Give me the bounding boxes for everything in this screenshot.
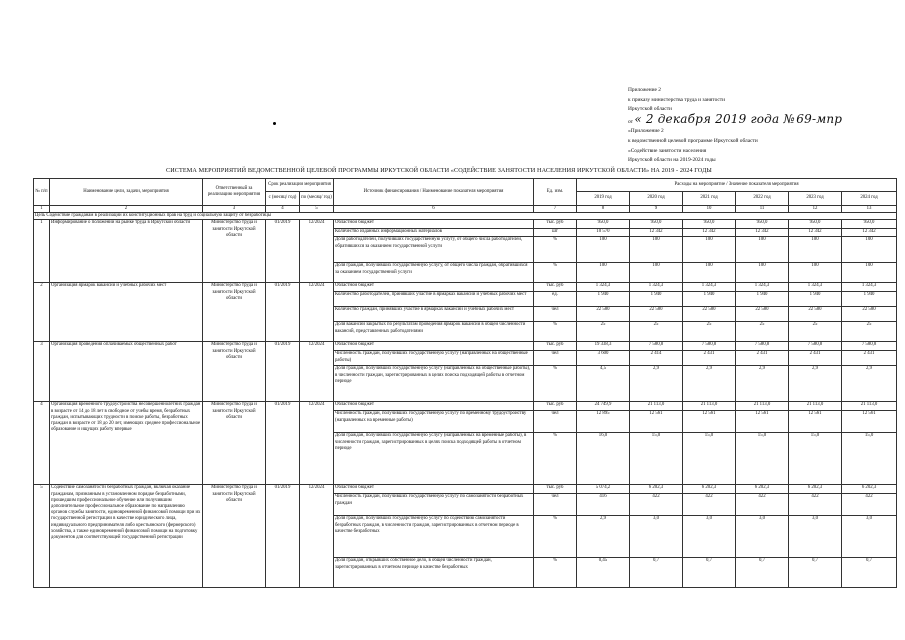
unit: ед.	[534, 292, 577, 307]
year-value: 2,9	[789, 366, 842, 402]
year-value: 422	[789, 494, 842, 516]
indicator-label: Численность граждан, получивших государственную услугу по временному трудоустройству (направленных на временные работы)	[334, 411, 534, 433]
year-value: 950,0	[789, 220, 842, 229]
measures-table	[33, 178, 897, 588]
year-value: 22 580	[683, 307, 736, 322]
year-value: 2,9	[630, 366, 683, 402]
year-value: 2 431	[842, 351, 897, 366]
year-value: 12 561	[736, 411, 789, 433]
year-value: 25	[789, 322, 842, 342]
date-prefix: от	[628, 118, 633, 125]
year-value: 12 561	[630, 411, 683, 433]
header-name: Наименование цели, задачи, мероприятия	[50, 179, 203, 206]
year-value: 12 561	[842, 411, 897, 433]
year-value: 15,0	[789, 433, 842, 485]
unit: чел	[534, 411, 577, 433]
period-to: 12/2024	[300, 283, 334, 342]
header-source: Источник финансирования / Наименование показателя мероприятия	[334, 179, 534, 206]
year-value: 6 202,3	[736, 485, 789, 494]
column-number: 10	[683, 206, 736, 213]
year-value: 12 342	[630, 229, 683, 237]
unit: тыс. руб	[534, 342, 577, 351]
column-number: 11	[736, 206, 789, 213]
measure-name: Информирование о положении на рынке труда в Иркутской области	[50, 220, 203, 283]
year-value: 10 570	[577, 229, 630, 237]
year-value: 100	[683, 237, 736, 263]
header-year: 2019 год	[577, 192, 630, 206]
period-to: 12/2024	[300, 402, 334, 485]
year-value: 100	[736, 237, 789, 263]
header-to: по (месяц/ год)	[300, 192, 334, 206]
measure-name: Организация ярмарок вакансий и учебных рабочих мест	[50, 283, 203, 342]
period-from: 01/2019	[266, 342, 300, 402]
column-number: 1	[34, 206, 50, 213]
period-to: 12/2024	[300, 485, 334, 588]
year-value: 2,9	[842, 366, 897, 402]
year-value: 22 580	[789, 307, 842, 322]
year-value: 21 113,0	[789, 402, 842, 411]
year-value: 22 580	[630, 307, 683, 322]
year-value: 15,0	[842, 433, 897, 485]
table-row	[34, 283, 897, 292]
indicator-label: Численность граждан, получивших государственную услугу по самозанятости безработных граждан	[334, 494, 534, 516]
handwritten-number: 69-мпр	[796, 111, 843, 126]
unit: тыс. руб	[534, 402, 577, 411]
column-number: 3	[203, 206, 266, 213]
header-from: с (месяц/ год)	[266, 192, 300, 206]
year-value: 3,0	[842, 516, 897, 558]
indicator-label: Доля граждан, получивших государственную услугу по содействию самозанятости безработных граждан, в численности граждан, зарегистрированных в отчетном периоде в качестве безработных	[334, 516, 534, 558]
responsible: Министерство труда и занятости Иркутской области	[203, 485, 266, 588]
header-resp: Ответственный за реализацию мероприятия	[203, 179, 266, 206]
scan-speck	[273, 122, 276, 125]
year-value: 4,5	[577, 366, 630, 402]
year-value: 100	[842, 263, 897, 283]
period-to: 12/2024	[300, 342, 334, 402]
year-value: 12 342	[789, 229, 842, 237]
indicator-label: Количество граждан, принявших участие в ярмарках вакансий и учебных рабочих мест	[334, 307, 534, 322]
year-value: 22 580	[736, 307, 789, 322]
year-value: 3,0	[789, 516, 842, 558]
column-number: 7	[534, 206, 577, 213]
appendix-line: «Содействие занятости населения	[628, 147, 707, 154]
year-value: 21 113,0	[630, 402, 683, 411]
year-value: 950,0	[683, 220, 736, 229]
year-value: 100	[789, 263, 842, 283]
year-value: 7 580,8	[842, 342, 897, 351]
year-value: 100	[736, 263, 789, 283]
column-number: 9	[630, 206, 683, 213]
year-value: 100	[577, 237, 630, 263]
year-value: 6 202,3	[842, 485, 897, 494]
responsible: Министерство труда и занятости Иркутской области	[203, 402, 266, 485]
unit: %	[534, 516, 577, 558]
indicator-label: Областной бюджет	[334, 283, 534, 292]
year-value: 1 940	[630, 292, 683, 307]
year-value: 7 580,8	[630, 342, 683, 351]
measure-name: Организация временного трудоустройства несовершеннолетних граждан в возрасте от 14 до 18 лет в свободное от учебы время, безработных граждан, испытывающих трудности в поиске работы, безработных граждан в возрасте от 18 до 20 лет, имеющих среднее профессиональное образование и ищущих работу впервые	[50, 402, 203, 485]
unit: %	[534, 558, 577, 588]
table-row	[34, 485, 897, 494]
appendix-line: к ведомственной целевой программе Иркутской области	[628, 137, 758, 144]
row-number: 3	[34, 342, 50, 402]
column-number: 12	[789, 206, 842, 213]
header-period: Срок реализации мероприятия	[266, 179, 334, 192]
year-value: 5 074,2	[577, 485, 630, 494]
row-number: 4	[34, 402, 50, 485]
header-year: 2022 год	[736, 192, 789, 206]
year-value: 12 342	[736, 229, 789, 237]
year-value: 6 202,3	[789, 485, 842, 494]
responsible: Министерство труда и занятости Иркутской области	[203, 342, 266, 402]
year-value: 25	[683, 322, 736, 342]
year-value: 0,7	[789, 558, 842, 588]
year-value: 950,0	[577, 220, 630, 229]
header-year: 2024 год	[842, 192, 897, 206]
indicator-label: Количество работодателей, принявших участие в ярмарках вакансий и учебных рабочих мест	[334, 292, 534, 307]
indicator-label: Областной бюджет	[334, 485, 534, 494]
unit: %	[534, 237, 577, 263]
year-value: 422	[736, 494, 789, 516]
year-value: 3 600	[577, 351, 630, 366]
year-value: 12 342	[842, 229, 897, 237]
year-value: 2 431	[789, 351, 842, 366]
year-value: 21 113,0	[683, 402, 736, 411]
year-value: 21 113,0	[736, 402, 789, 411]
year-value: 7 580,8	[789, 342, 842, 351]
year-value: 950,0	[842, 220, 897, 229]
year-value: 19 338,3	[577, 342, 630, 351]
measure-name: Организация проведения оплачиваемых общественных работ	[50, 342, 203, 402]
indicator-label: Областной бюджет	[334, 220, 534, 229]
indicator-label: Количество изданных информационных материалов	[334, 229, 534, 237]
unit: тыс. руб	[534, 283, 577, 292]
year-value: 0,7	[630, 558, 683, 588]
year-value: 12 342	[683, 229, 736, 237]
indicator-label: Доля граждан, получивших государственную услугу, от общего числа граждан, обратившихся за оказанием государственной услуги	[334, 263, 534, 283]
year-value: 7 580,8	[683, 342, 736, 351]
handwritten-date: « 2 декабря 2019 года №	[634, 111, 795, 126]
measure-name: Содействие самозанятости безработных граждан, включая оказание гражданам, признанным в установленном порядке безработными, прошедшим профессиональное обучение или получившим дополнительное профессиональное образование по направлению органов службы занятости, единовременной финансовой помощи при их государственной регистрации в качестве юридического лица, индивидуального предпринимателя либо крестьянского (фермерского) хозяйства, а также единовременной финансовой помощи на подготовку документов для соответствующей государственной регистрации	[50, 485, 203, 588]
header-num: № п/п	[34, 179, 50, 206]
year-value: 12 561	[683, 411, 736, 433]
unit: чел	[534, 351, 577, 366]
goal-row: Цель Содействие гражданам в реализации их конституционных прав на труд и социальную защиту от безработицы	[34, 213, 897, 220]
year-value: 1 324,3	[577, 283, 630, 292]
unit: тыс. руб	[534, 485, 577, 494]
year-value: 1 324,3	[842, 283, 897, 292]
year-value: 15,0	[630, 433, 683, 485]
year-value: 16,0	[577, 433, 630, 485]
year-value: 3,0	[683, 516, 736, 558]
year-value: 3,0	[630, 516, 683, 558]
year-value: 100	[683, 263, 736, 283]
period-from: 01/2019	[266, 220, 300, 283]
year-value: 422	[842, 494, 897, 516]
table-row	[34, 342, 897, 351]
year-value: 1 940	[736, 292, 789, 307]
unit: тыс. руб	[534, 220, 577, 229]
year-value: 12 561	[789, 411, 842, 433]
year-value: 15,0	[736, 433, 789, 485]
year-value: 22 580	[577, 307, 630, 322]
year-value: 7 580,8	[736, 342, 789, 351]
year-value: 1 324,3	[683, 283, 736, 292]
year-value: 0,45	[577, 558, 630, 588]
unit: чел	[534, 307, 577, 322]
year-value: 6 202,3	[630, 485, 683, 494]
period-from: 01/2019	[266, 485, 300, 588]
period-to: 12/2024	[300, 220, 334, 283]
year-value: 2 431	[736, 351, 789, 366]
indicator-label: Доля вакансий закрытых по результатам проведения ярмарок вакансий в общей численности вакансий, представленных работодателями	[334, 322, 534, 342]
appendix-line: Приложение 2	[628, 87, 661, 93]
unit: %	[534, 263, 577, 283]
unit: %	[534, 322, 577, 342]
header-year: 2023 год	[789, 192, 842, 206]
year-value: 2 414	[630, 351, 683, 366]
column-number: 13	[842, 206, 897, 213]
indicator-label: Доля граждан, получивших государственную услугу (направленных на временные работы), в численности граждан, зарегистрированных в целях поиска подходящей работы в отчетном периоде	[334, 433, 534, 485]
appendix-line: Иркутской области на 2019-2024 годы	[628, 157, 716, 164]
year-value: 950,0	[736, 220, 789, 229]
year-value: 25	[736, 322, 789, 342]
year-value: 1 324,3	[736, 283, 789, 292]
year-value: 1 940	[683, 292, 736, 307]
year-value: 1 324,3	[789, 283, 842, 292]
responsible: Министерство труда и занятости Иркутской области	[203, 283, 266, 342]
header-year: 2020 год	[630, 192, 683, 206]
column-number: 6	[334, 206, 534, 213]
year-value: 950,0	[630, 220, 683, 229]
header-years-group: Расходы на мероприятие / Значение показателя мероприятия	[577, 179, 897, 192]
year-value: 25	[630, 322, 683, 342]
year-value: 0,7	[683, 558, 736, 588]
table-row	[34, 220, 897, 229]
column-number: 8	[577, 206, 630, 213]
indicator-label: Областной бюджет	[334, 402, 534, 411]
year-value: 12 895	[577, 411, 630, 433]
year-value: 100	[842, 237, 897, 263]
year-value: 2 431	[683, 351, 736, 366]
indicator-label: Доля граждан, получивших государственную услугу (направленных на общественные работы), в численности граждан, зарегистрированных в целях поиска подходящей работы в отчетном периоде	[334, 366, 534, 402]
column-number: 4	[266, 206, 300, 213]
appendix-line: к приказу министерства труда и занятости	[628, 96, 726, 103]
appendix-header	[628, 86, 898, 166]
period-from: 01/2019	[266, 402, 300, 485]
appendix-line: Иркутской области	[628, 106, 672, 113]
year-value: 1 940	[577, 292, 630, 307]
indicator-label: Доля граждан, открывших собственное дело, в общей численности граждан, зарегистрированных в отчетном периоде в качестве безработных	[334, 558, 534, 588]
period-from: 01/2019	[266, 283, 300, 342]
document-title: СИСТЕМА МЕРОПРИЯТИЙ ВЕДОМСТВЕННОЙ ЦЕЛЕВОЙ ПРОГРАММЫ ИРКУТСКОЙ ОБЛАСТИ «СОДЕЙСТВИЕ ЗАНЯТОСТИ НАСЕЛЕНИЯ ИРКУТСКОЙ ОБЛАСТИ» НА 2019 - 2024 ГОДЫ	[166, 167, 712, 174]
year-value: 1 324,3	[630, 283, 683, 292]
year-value: 0,7	[842, 558, 897, 588]
year-value: 15,0	[683, 433, 736, 485]
unit: шт	[534, 229, 577, 237]
year-value: 22 580	[842, 307, 897, 322]
year-value: 21 113,0	[842, 402, 897, 411]
year-value: 6 202,3	[683, 485, 736, 494]
year-value: 100	[577, 263, 630, 283]
year-value: 3,0	[736, 516, 789, 558]
year-value: 100	[630, 263, 683, 283]
indicator-label: Областной бюджет	[334, 342, 534, 351]
responsible: Министерство труда и занятости Иркутской области	[203, 220, 266, 283]
year-value: 422	[630, 494, 683, 516]
header-unit: Ед. изм.	[534, 179, 577, 206]
year-value: 1 940	[842, 292, 897, 307]
year-value: 2,9	[736, 366, 789, 402]
table-row	[34, 402, 897, 411]
year-value: 100	[789, 237, 842, 263]
appendix-date-line	[628, 111, 898, 128]
unit: чел	[534, 494, 577, 516]
year-value: 2,9	[577, 516, 630, 558]
row-number: 2	[34, 283, 50, 342]
row-number: 5	[34, 485, 50, 588]
unit: %	[534, 433, 577, 485]
column-number: 5	[300, 206, 334, 213]
column-number: 2	[50, 206, 203, 213]
indicator-label: Доля работодателей, получивших государственную услугу, от общего числа работодателей, обратившихся за оказанием государственной услуги	[334, 237, 534, 263]
year-value: 0,7	[736, 558, 789, 588]
year-value: 100	[630, 237, 683, 263]
year-value: 24 749,9	[577, 402, 630, 411]
year-value: 422	[683, 494, 736, 516]
year-value: 25	[842, 322, 897, 342]
row-number: 1	[34, 220, 50, 283]
unit: %	[534, 366, 577, 402]
year-value: 2,9	[683, 366, 736, 402]
year-value: 1 940	[789, 292, 842, 307]
indicator-label: Численность граждан, получивших государственную услугу (направленных на общественные работы)	[334, 351, 534, 366]
year-value: 416	[577, 494, 630, 516]
appendix-line: «Приложение 2	[628, 128, 664, 135]
header-year: 2021 год	[683, 192, 736, 206]
year-value: 25	[577, 322, 630, 342]
